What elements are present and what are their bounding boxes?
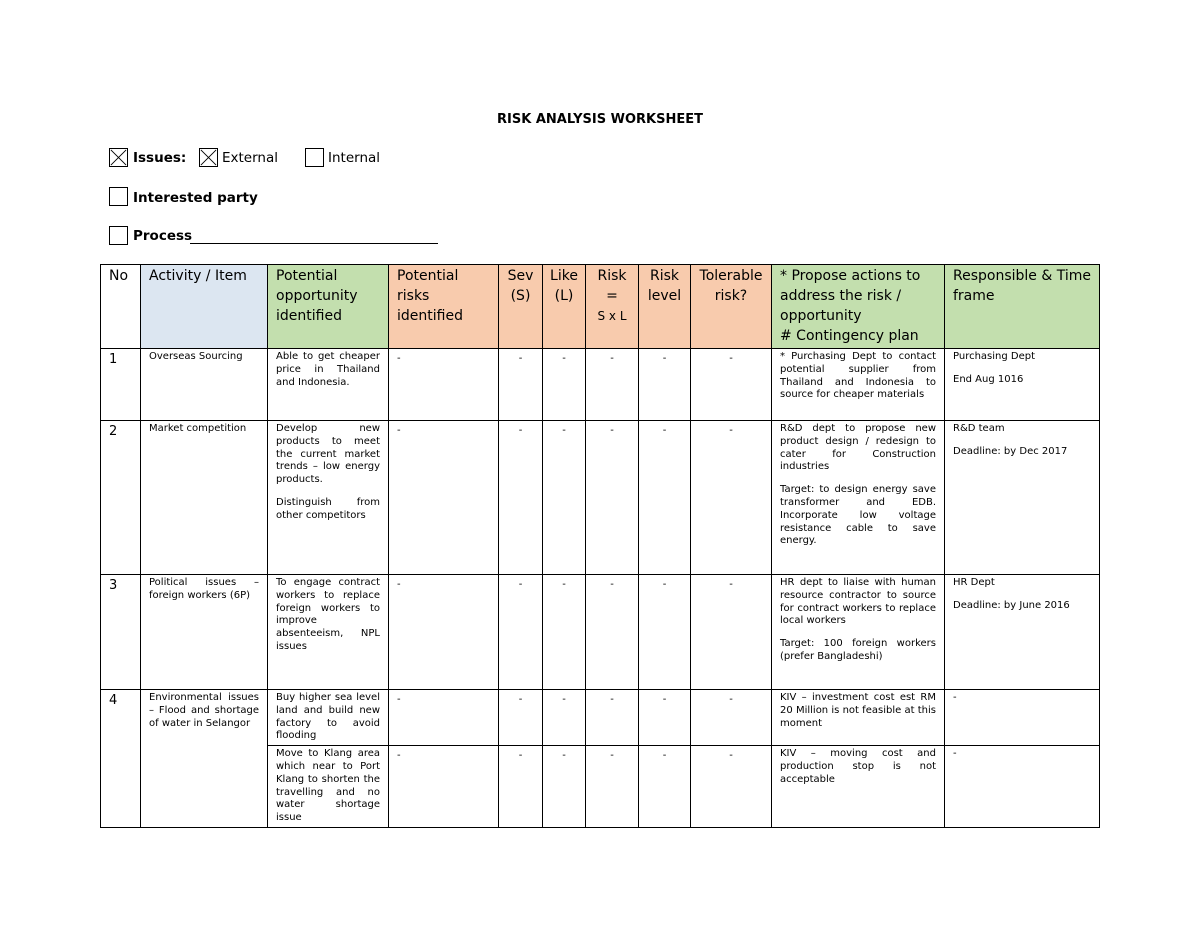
responsible-deadline: End Aug 1016 (953, 373, 1024, 385)
checked-x-icon (200, 149, 217, 166)
process-blank-line[interactable] (190, 243, 438, 244)
header-sev: Sev (S) (499, 265, 543, 349)
row-activity: Environmental issues – Flood and shortage of water in Selangor (141, 690, 268, 828)
row-risks: - (389, 690, 499, 746)
row-actions (772, 575, 945, 690)
table-row (101, 421, 1100, 575)
row-risk: - (586, 690, 639, 746)
table-row (101, 349, 1100, 421)
row-responsible: - (945, 690, 1100, 746)
internal-label: Internal (328, 150, 381, 166)
row-risk: - (586, 575, 639, 690)
row-tolerable: - (691, 690, 772, 746)
row-opportunity: Buy higher sea level land and build new factory to avoid flooding (268, 690, 389, 746)
row-actions: KIV – moving cost and production stop is not acceptable (772, 746, 945, 828)
row-tolerable: - (691, 746, 772, 828)
header-activity: Activity / Item (141, 265, 268, 349)
row-activity: Political issues – foreign workers (6P) (141, 575, 268, 690)
row-risks: - (389, 575, 499, 690)
opportunity-para: Distinguish from other competitors (276, 496, 380, 521)
table-row (101, 690, 1100, 746)
row-opportunity: Move to Klang area which near to Port Klang to shorten the travelling and no water shortage issue (268, 746, 389, 828)
responsible-party: Purchasing Dept (953, 351, 1036, 362)
header-risk-calc-line1: Risk (597, 268, 627, 284)
risk-table (100, 264, 1100, 828)
header-risk-calc-line2: = (606, 288, 618, 304)
page-title: RISK ANALYSIS WORKSHEET (497, 112, 703, 127)
row-opportunity: Able to get cheaper price in Thailand and Indonesia. (268, 349, 389, 421)
process-label: Process (133, 228, 193, 244)
action-para: Target: to design energy save transformer and EDB. Incorporate low voltage resistance cable to save energy. (780, 484, 936, 547)
row-risk: - (586, 421, 639, 575)
responsible-deadline: Deadline: by Dec 2017 (953, 445, 1068, 457)
header-propose-line2: # Contingency plan (780, 328, 919, 344)
header-risk-calc (586, 265, 639, 349)
row-actions (772, 421, 945, 575)
header-risk-level: Risk level (639, 265, 691, 349)
row-like: - (543, 746, 586, 828)
action-para: HR dept to liaise with human resource contractor to source for contract workers to replace local workers (780, 577, 936, 627)
row-like: - (543, 575, 586, 690)
opportunity-para: Develop new products to meet the current market trends – low energy products. (276, 423, 380, 486)
row-risk: - (586, 349, 639, 421)
row-actions: * Purchasing Dept to contact potential supplier from Thailand and Indonesia to source for cheaper materials (772, 349, 945, 421)
table-header-row (101, 265, 1100, 349)
row-no: 1 (101, 349, 141, 421)
internal-checkbox[interactable] (305, 148, 324, 167)
row-tolerable: - (691, 575, 772, 690)
responsible-party: R&D team (953, 423, 1005, 434)
row-like: - (543, 690, 586, 746)
issues-checkbox[interactable] (109, 148, 128, 167)
row-activity: Market competition (141, 421, 268, 575)
row-no: 3 (101, 575, 141, 690)
row-responsible (945, 575, 1100, 690)
external-label: External (222, 150, 279, 166)
row-level: - (639, 690, 691, 746)
row-actions: KIV – investment cost est RM 20 Million is not feasible at this moment (772, 690, 945, 746)
responsible-party: HR Dept (953, 577, 995, 588)
row-tolerable: - (691, 421, 772, 575)
responsible-deadline: Deadline: by June 2016 (953, 599, 1070, 611)
header-tolerable: Tolerable risk? (691, 265, 772, 349)
row-sev: - (499, 575, 543, 690)
row-level: - (639, 575, 691, 690)
external-checkbox[interactable] (199, 148, 218, 167)
row-activity: Overseas Sourcing (141, 349, 268, 421)
header-opportunity: Potential opportunity identified (268, 265, 389, 349)
row-risks: - (389, 349, 499, 421)
row-risks: - (389, 421, 499, 575)
row-responsible (945, 421, 1100, 575)
header-like: Like (L) (543, 265, 586, 349)
checked-x-icon (110, 149, 127, 166)
issues-label: Issues: (133, 150, 187, 166)
row-no: 4 (101, 690, 141, 828)
row-level: - (639, 746, 691, 828)
header-risk-calc-line3: S x L (597, 309, 627, 323)
row-opportunity (268, 421, 389, 575)
table-row (101, 575, 1100, 690)
row-sev: - (499, 349, 543, 421)
header-risks: Potential risks identified (389, 265, 499, 349)
header-propose-line1: * Propose actions to address the risk / opportunity (780, 268, 921, 324)
interested-party-checkbox[interactable] (109, 187, 128, 206)
row-level: - (639, 421, 691, 575)
row-tolerable: - (691, 349, 772, 421)
row-opportunity: To engage contract workers to replace foreign workers to improve absenteeism, NPL issues (268, 575, 389, 690)
row-no: 2 (101, 421, 141, 575)
row-like: - (543, 349, 586, 421)
row-sev: - (499, 690, 543, 746)
row-like: - (543, 421, 586, 575)
header-propose-actions (772, 265, 945, 349)
action-para: R&D dept to propose new product design / redesign to cater for Construction industries (780, 423, 936, 473)
row-risks: - (389, 746, 499, 828)
process-checkbox[interactable] (109, 226, 128, 245)
row-sev: - (499, 421, 543, 575)
interested-party-label: Interested party (133, 190, 258, 206)
row-level: - (639, 349, 691, 421)
header-responsible: Responsible & Time frame (945, 265, 1100, 349)
row-sev: - (499, 746, 543, 828)
row-responsible (945, 349, 1100, 421)
row-risk: - (586, 746, 639, 828)
header-no: No (101, 265, 141, 349)
row-responsible: - (945, 746, 1100, 828)
action-para: Target: 100 foreign workers (prefer Bangladeshi) (780, 638, 936, 662)
